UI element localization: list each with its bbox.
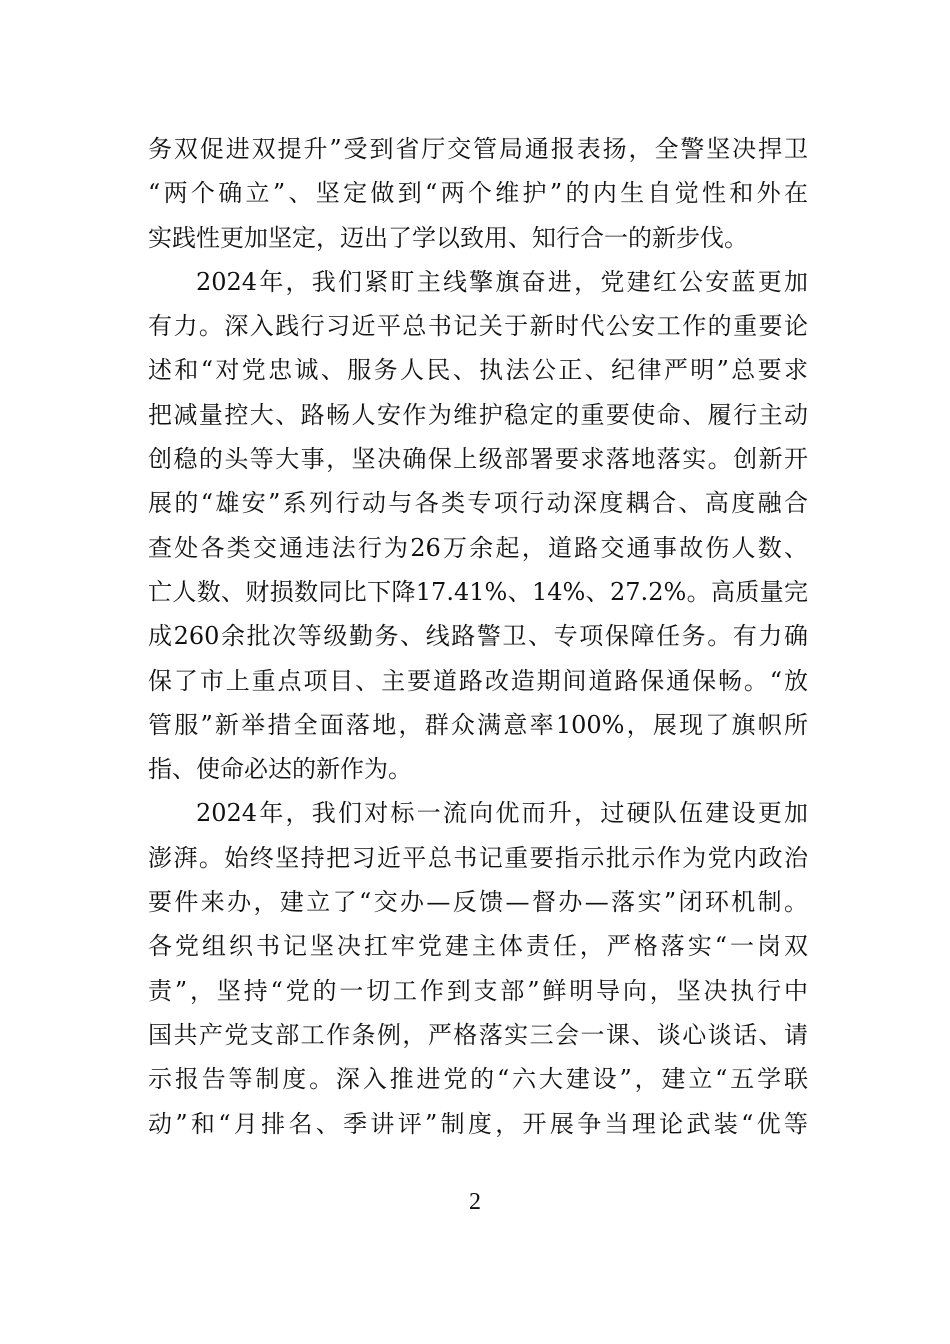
paragraph-first-line: 2024年，我们对标一流向优而升，过硬队伍建设更加 <box>196 799 808 828</box>
text-line: 亡人数、财损数同比下降17.41%、14%、27.2%。高质量完 <box>148 577 808 606</box>
paragraph-first-line: 2024年，我们紧盯主线擎旗奋进，党建红公安蓝更加 <box>196 267 808 296</box>
body-text <box>148 127 808 1146</box>
text-line: 示报告等制度。深入推进党的“六大建设”，建立“五学联 <box>148 1065 808 1094</box>
text-line: 管服”新举措全面落地，群众满意率100%，展现了旗帜所 <box>148 710 808 739</box>
text-line: 各党组织书记坚决扛牢党建主体责任，严格落实“一岗双 <box>148 932 808 961</box>
text-line: 创稳的头等大事，坚决确保上级部署要求落地落实。创新开 <box>148 445 808 474</box>
text-line: 成260余批次等级勤务、线路警卫、专项保障任务。有力确 <box>148 622 808 651</box>
text-line: 展的“雄安”系列行动与各类专项行动深度耦合、高度融合 <box>148 489 808 518</box>
text-line: 动”和“月排名、季讲评”制度，开展争当理论武装“优等 <box>148 1109 808 1138</box>
text-line: 查处各类交通违法行为26万余起，道路交通事故伤人数、 <box>148 533 808 562</box>
text-line: 述和“对党忠诚、服务人民、执法公正、纪律严明”总要求 <box>148 356 808 385</box>
text-line: 澎湃。始终坚持把习近平总书记重要指示批示作为党内政治 <box>148 843 808 872</box>
text-line: “两个确立”、坚定做到“两个维护”的内生自觉性和外在 <box>148 179 808 208</box>
text-line: 有力。深入践行习近平总书记关于新时代公安工作的重要论 <box>148 312 808 341</box>
text-line: 务双促进双提升”受到省厅交管局通报表扬，全警坚决捍卫 <box>148 135 808 163</box>
text-line: 责”，坚持“党的一切工作到支部”鲜明导向，坚决执行中 <box>148 976 808 1005</box>
text-line: 实践性更加坚定，迈出了学以致用、知行合一的新步伐。 <box>148 223 748 252</box>
text-line: 国共产党支部工作条例，严格落实三会一课、谈心谈话、请 <box>148 1020 808 1049</box>
text-line: 指、使命必达的新作为。 <box>148 755 412 784</box>
text-line: 保了市上重点项目、主要道路改造期间道路保通保畅。“放 <box>148 666 808 695</box>
text-line: 要件来办，建立了“交办—反馈—督办—落实”闭环机制。 <box>148 888 808 917</box>
page-number: 2 <box>469 1189 481 1215</box>
text-line: 把减量控大、路畅人安作为维护稳定的重要使命、履行主动 <box>148 400 808 429</box>
